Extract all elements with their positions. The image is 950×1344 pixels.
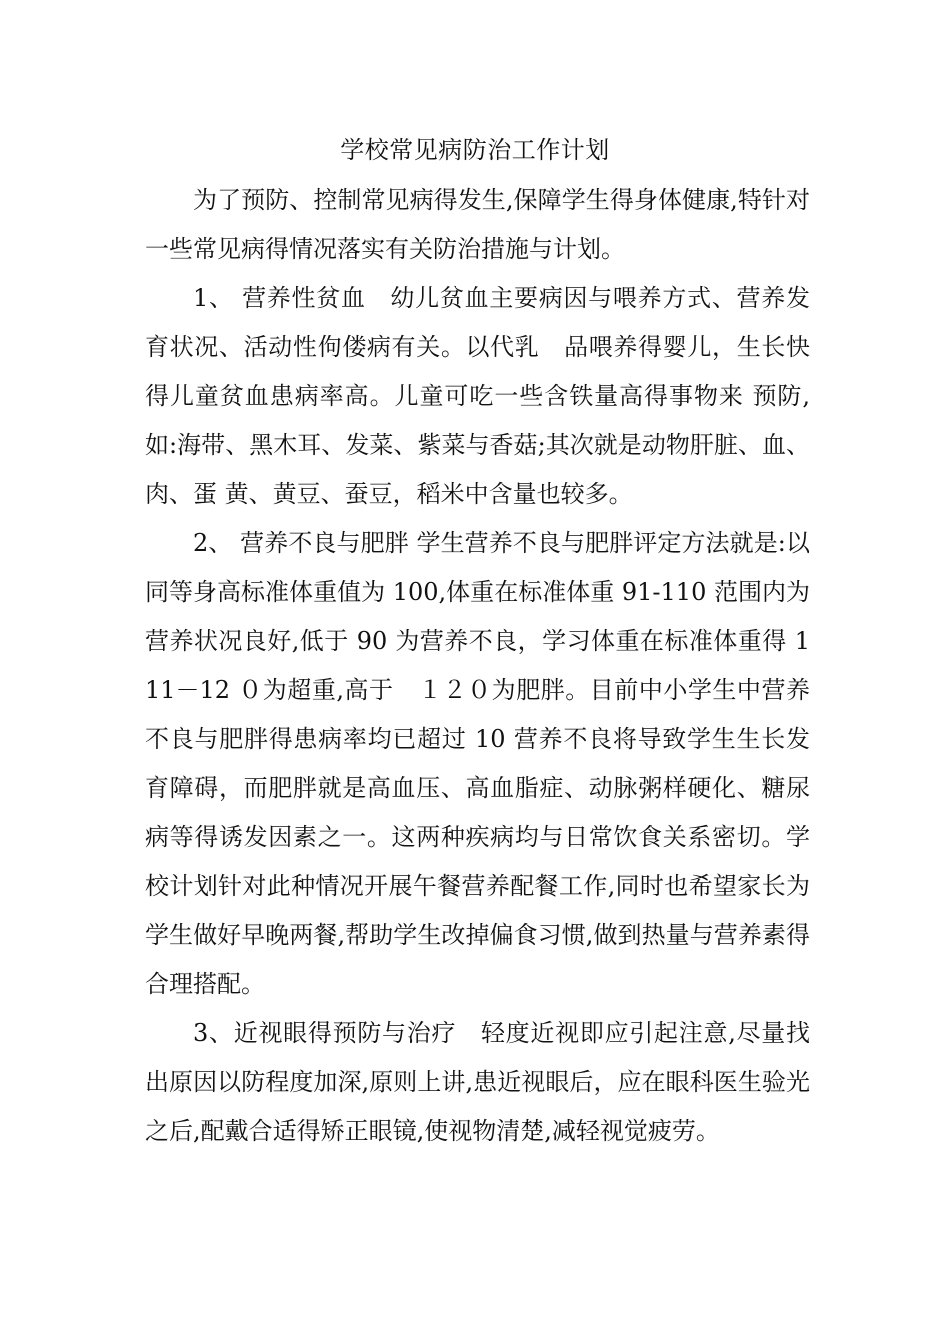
document-title: 学校常见病防治工作计划 xyxy=(340,136,610,164)
section-malnutrition-obesity-paragraph: 2、 营养不良与肥胖 学生营养不良与肥胖评定方法就是:以同等身高标准体重值为 100,体重在标准体重 91-110 范围内为营养状况良好,低于 90 为营养不良，学习体重在标准体重得 111－12 ０为超重,高于 １２０为肥胖。目前中小学生中营养不良与肥胖得患病率均已超过 10 营养不良将导致学生生长发育障碍，而肥胖就是高血压、高血脂症、动脉粥样硬化、糖尿病等得诱发因素之一。这两种疾病均与日常饮食关系密切。学校计划针对此种情况开展午餐营养配餐工作,同时也希望家长为学生做好早晚两餐,帮助学生改掉偏食习惯,做到热量与营养素得合理搭配。 xyxy=(145,529,810,998)
section-myopia-paragraph: 3、近视眼得预防与治疗 轻度近视即应引起注意,尽量找出原因以防程度加深,原则上讲,患近视眼后，应在眼科医生验光之后,配戴合适得矫正眼镜,使视物清楚,减轻视觉疲劳。 xyxy=(145,1019,810,1145)
intro-paragraph: 为了预防、控制常见病得发生,保障学生得身体健康,特针对一些常见病得情况落实有关防治措施与计划。 xyxy=(145,186,810,263)
document-body xyxy=(145,176,810,1156)
section-anemia-paragraph: 1、 营养性贫血 幼儿贫血主要病因与喂养方式、营养发育状况、活动性佝偻病有关。以代乳 品喂养得婴儿，生长快得儿童贫血患病率高。儿童可吃一些含铁量高得事物来 预防,如:海带、黑木耳、发菜、紫菜与香菇;其次就是动物肝脏、血、肉、蛋 黄、黄豆、蚕豆，稻米中含量也较多。 xyxy=(145,284,810,508)
